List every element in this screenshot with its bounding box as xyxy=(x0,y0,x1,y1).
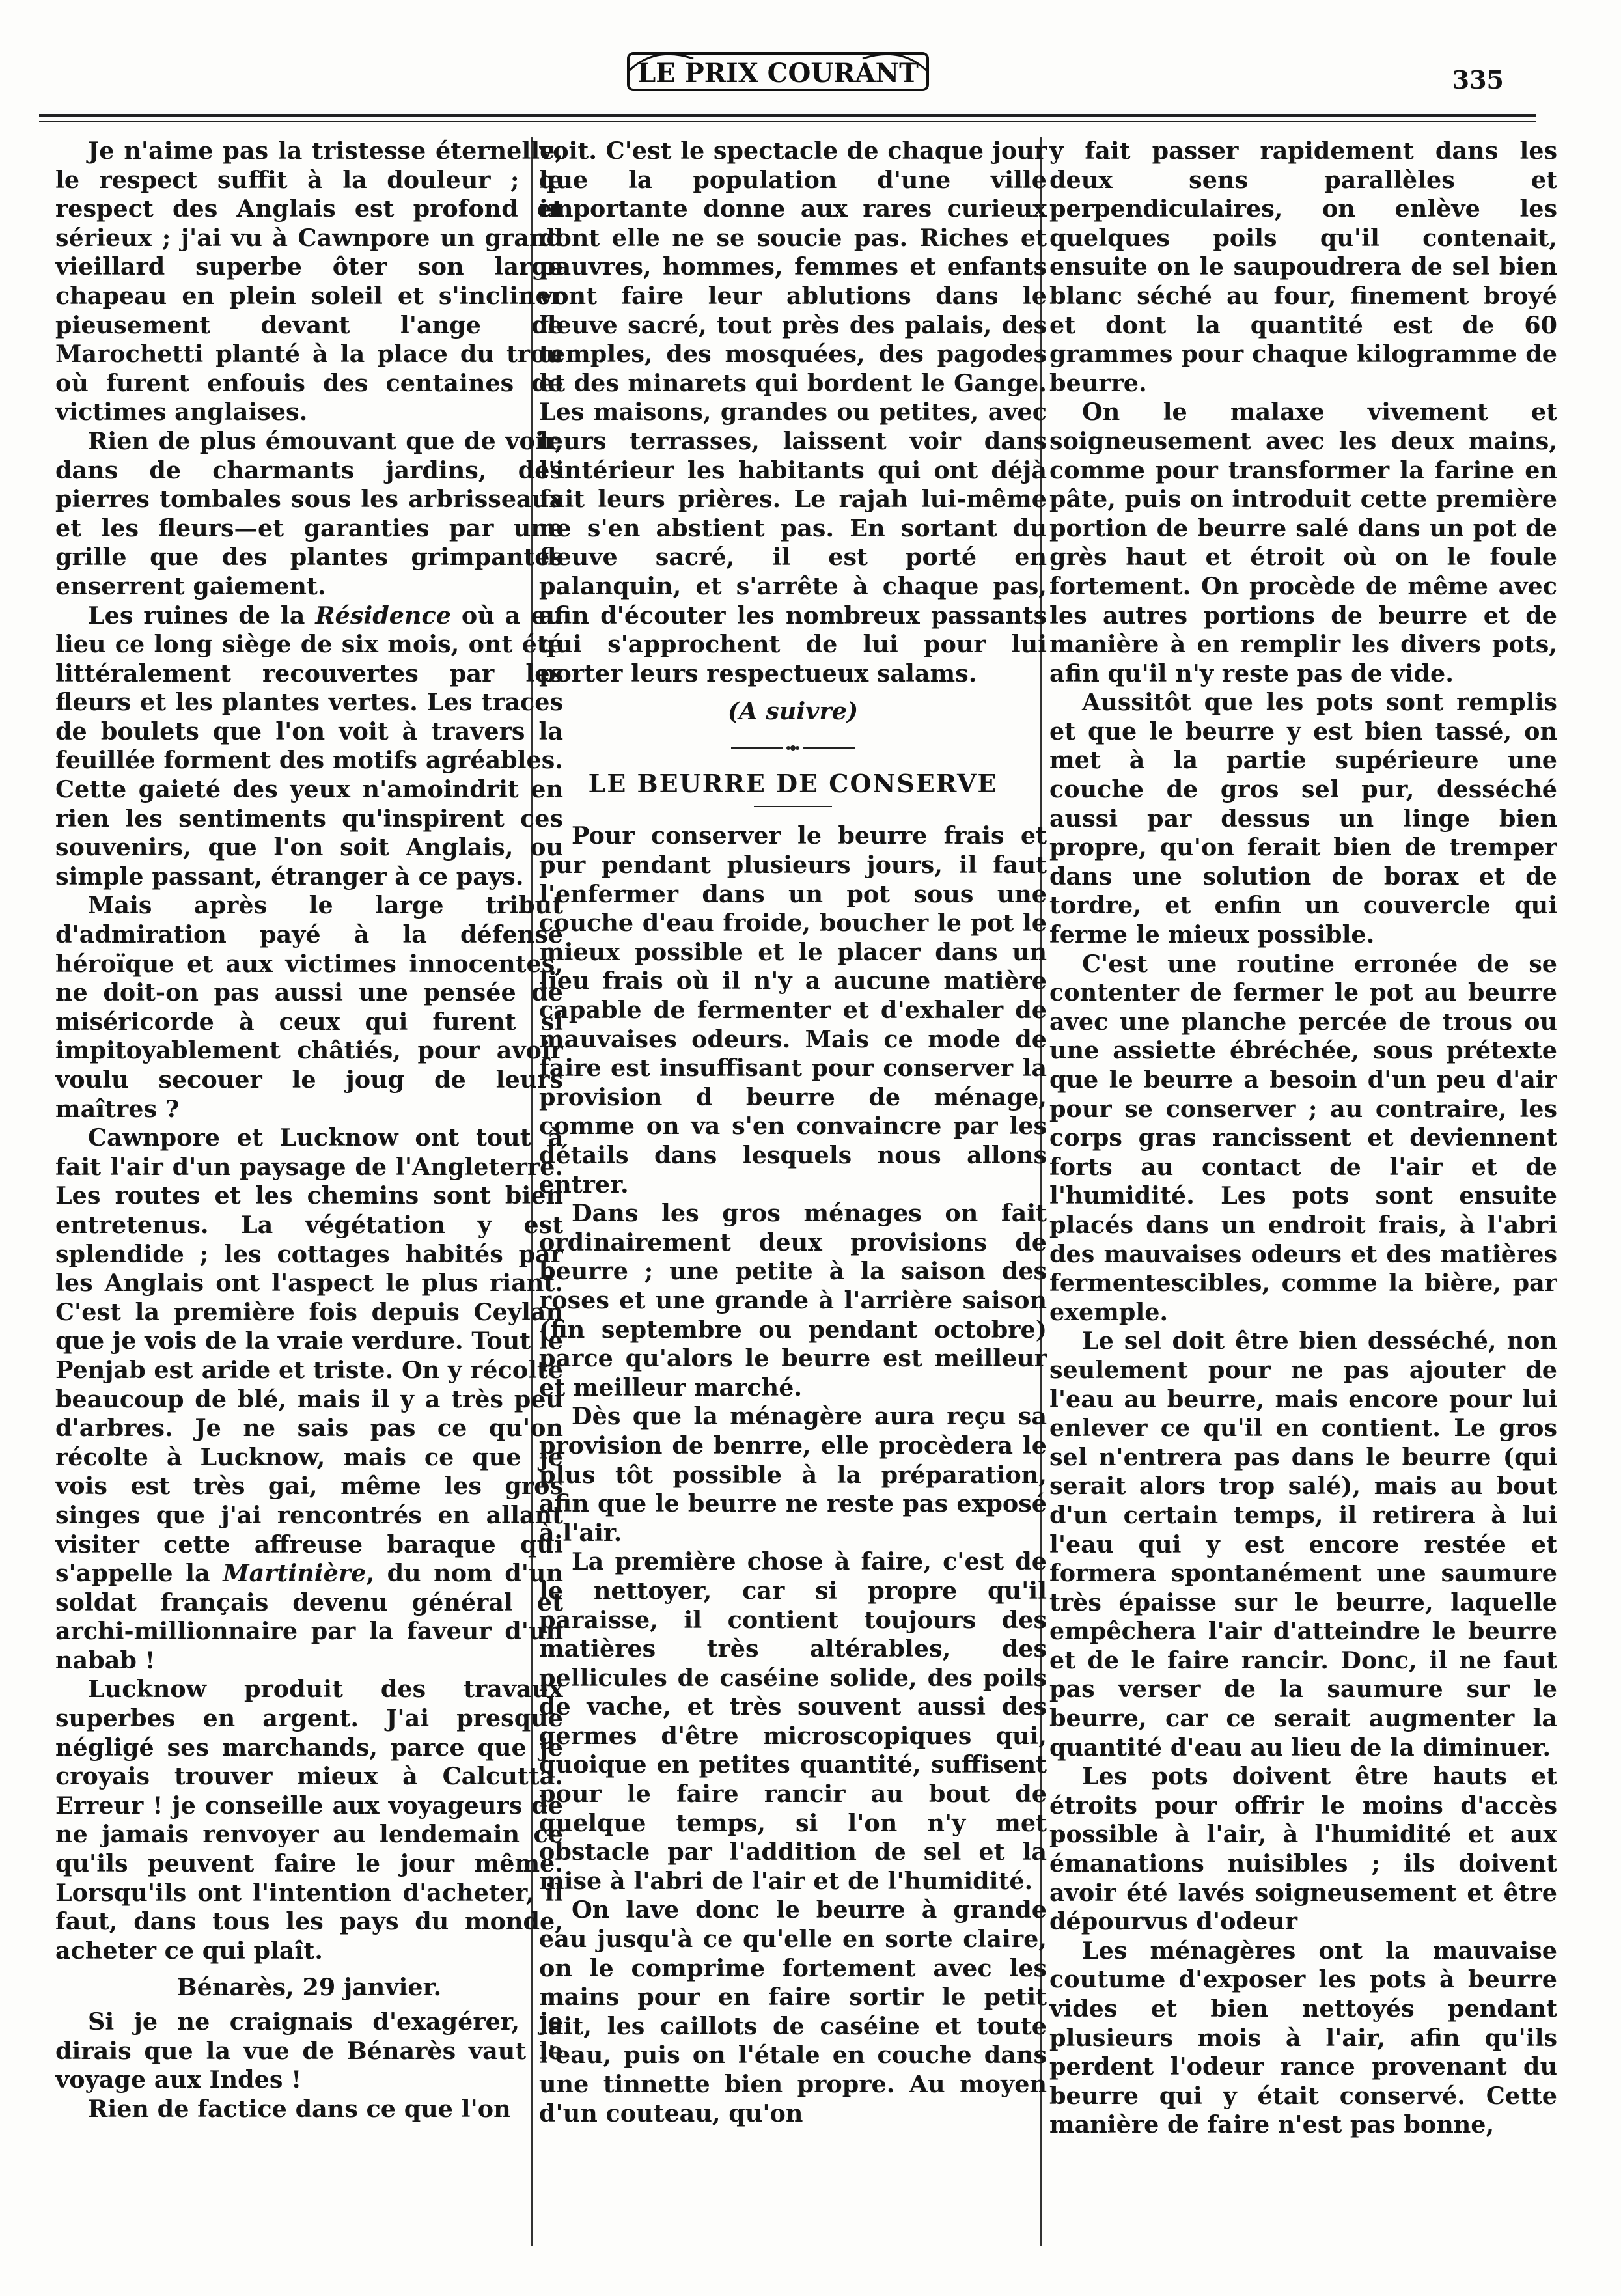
paragraph: On lave donc le beurre à grande eau jusqu'à ce qu'elle en sorte claire, on le comprime fortement avec les mains pour en faire sortir le petit lait, les caillots de caséine et toute l'eau, puis on l'étale en couche dans une tinnette bien propre. Au moyen d'un couteau, qu'on xyxy=(539,1896,1047,2127)
article-column-1 xyxy=(55,137,563,2246)
paragraph: C'est une routine erronée de se contenter de fermer le pot au beurre avec une planche percée de trous ou une assiette ébréchée, sous prétexte que le beurre a besoin d'un peu d'air pour se conserver ; au contraire, les corps gras rancissent et deviennent forts au contact de l'air et de l'humidité. Les pots sont ensuite placés dans un endroit frais, à l'abri des mauvaises odeurs et des matières fermentescibles, comme la bière, par exemple. xyxy=(1049,949,1557,1326)
dateline: Bénarès, 29 janvier. xyxy=(176,1973,442,2002)
header-rule-thin xyxy=(39,121,1536,122)
masthead-logo-graphic xyxy=(615,39,941,104)
paragraph xyxy=(55,1124,563,1675)
paragraph: Les pots doivent être hauts et étroits pour offrir le moins d'accès possible à l'air, à l'humidité et aux émanations nuisibles ; ils doivent avoir été lavés soigneusement et être dépourvus d'odeur xyxy=(1049,1762,1557,1936)
to-be-continued: (A suivre) xyxy=(727,697,859,726)
article-column-3 xyxy=(1049,137,1557,2246)
header-rule xyxy=(39,114,1536,117)
paragraph: Rien de plus émouvant que de voir, dans de charmants jardins, des pierres tombales sous les arbrisseaux et les fleurs—et garanties par une grille que des plantes grimpantes enserrent gaiement. xyxy=(55,426,563,600)
page-number: 335 xyxy=(1452,65,1504,94)
paragraph: Le sel doit être bien desséché, non seulement pour ne pas ajouter de l'eau au beurre, mais encore pour lui enlever ce qu'il en contient. Le gros sel n'entrera pas dans le beurre (qui serait alors trop salé), mais au bout d'un certain temps, il retirera à lui l'eau qui y est encore restée et formera spontanément une saumure très épaisse sur le beurre, laquelle empêchera l'air d'atteindre le beurre et de le faire rancir. Donc, il ne faut pas verser de la saumure sur le beurre, car ce serait augmenter la quantité d'eau au lieu de la diminuer. xyxy=(1049,1327,1557,1762)
paragraph: Pour conserver le beurre frais et pur pendant plusieurs jours, il faut l'enfermer dans un pot sous une couche d'eau froide, boucher le pot le mieux possible et le placer dans un lieu frais où il n'y a aucune matière capable de fermenter et d'exhaler de mauvaises odeurs. Mais ce mode de faire est insuffisant pour conserver la provision d beurre de ménage, comme on va s'en convaincre par les détails dans lesquels nous allons entrer. xyxy=(539,822,1047,1198)
masthead-logo xyxy=(615,39,941,104)
paragraph: Si je ne craignais d'exagérer, je dirais que la vue de Bénarès vaut le voyage aux Indes ! xyxy=(55,2008,563,2094)
paragraph: Lucknow produit des travaux superbes en argent. J'ai presque négligé ses marchands, parce que je croyais trouver mieux à Calcutta. Erreur ! je conseille aux voyageurs de ne jamais renvoyer au lendemain ce qu'ils peuvent faire le jour même. Lorsqu'ils ont l'intention d'acheter, il faut, dans tous les pays du monde, acheter ce qui plaît. xyxy=(55,1675,563,1965)
paragraph: On le malaxe vivement et soigneusement avec les deux mains, comme pour transformer la farine en pâte, puis on introduit cette première portion de beurre salé dans un pot de grès haut et étroit où on le foule fortement. On procède de même avec les autres portions de beurre et de manière à en remplir les divers pots, afin qu'il n'y reste pas de vide. xyxy=(1049,398,1557,687)
title-underline xyxy=(754,806,832,807)
paragraph xyxy=(55,602,563,892)
text-run: Cawnpore et Lucknow ont tout à fait l'air d'un paysage de l'Angleterre. Les routes et les chemins sont bien entretenus. La végétation y est splendide ; les cottages habités par les Anglais ont l'aspect le plus riant. C'est la première fois depuis Ceylan que je vois de la vraie verdure. Tout le Penjab est aride et triste. On y récolte beaucoup de blé, mais il y a très peu d'arbres. Je ne sais pas ce qu'on récolte à Lucknow, mais ce que je vois est très gai, même les gros singes que j'ai rencontrés en allant visiter cette affreuse baraque qui s'appelle la xyxy=(55,1124,563,1588)
emphasis: Martinière xyxy=(223,1559,367,1588)
paragraph: Les ménagères ont la mauvaise coutume d'exposer les pots à beurre vides et bien nettoyés pendant plusieurs mois à l'air, afin qu'ils perdent l'odeur rance provenant du beurre qui y était conservé. Cette manière de faire n'est pas bonne, xyxy=(1049,1936,1557,2139)
text-run: , du nom d'un soldat français devenu général et archi-millionnaire par la faveur d'un nabab ! xyxy=(55,1559,563,1674)
svg-text:LE PRIX COURANT: LE PRIX COURANT xyxy=(637,58,919,89)
paragraph: voit. C'est le spectacle de chaque jour que la population d'une ville importante donne aux rares curieux dont elle ne se soucie pas. Riches et pauvres, hommes, femmes et enfants vont faire leur ablutions dans le fleuve sacré, tout près des palais, des temples, des mosquées, des pagodes et des minarets qui bordent le Gange. Les maisons, grandes ou petites, avec leurs terrasses, laissent voir dans l'intérieur les habitants qui ont déjà fait leurs prières. Le rajah lui-même ne s'en abstient pas. En sortant du fleuve sacré, il est porté en palanquin, et s'arrête à chaque pas, afin d'écouter les nombreux passants qui s'approchent de lui pour lui porter leurs respectueux salams. xyxy=(539,137,1047,687)
paragraph: y fait passer rapidement dans les deux sens parallèles et perpendiculaires, on enlève les quelques poils qu'il contenait, ensuite on le saupoudrera de sel bien blanc séché au four, finement broyé et dont la quantité est de 60 grammes pour chaque kilogramme de beurre. xyxy=(1049,137,1557,397)
section-title: LE BEURRE DE CONSERVE xyxy=(588,768,998,798)
text-run: où a eu lieu ce long siège de six mois, ont été littéralement recouvertes par les fleurs et les plantes vertes. Les traces de boulets que l'on voit à travers la feuillée forment des motifs agréables. Cette gaieté des yeux n'amoindrit en rien les sentiments qu'inspirent ces souvenirs, que l'on soit Anglais, ou simple passant, étranger à ce pays. xyxy=(55,601,563,891)
paragraph: La première chose à faire, c'est de le nettoyer, car si propre qu'il paraisse, il contient toujours des matières très altérables, des pellicules de caséine solide, des poils de vache, et très souvent aussi des germes d'être microscopiques qui, quoique en petites quantité, suffisent pour le faire rancir au bout de quelque temps, si l'on n'y met obstacle par l'addition de sel et la mise à l'abri de l'air et de l'humidité. xyxy=(539,1547,1047,1895)
article-column-2 xyxy=(539,137,1047,2246)
emphasis: Résidence xyxy=(315,601,451,629)
paragraph: Aussitôt que les pots sont remplis et que le beurre y est bien tassé, on met à la partie supérieure une couche de gros sel pur, desséché aussi par dessus un linge bien propre, qu'on ferait bien de tremper dans une solution de borax et de tordre, et enfin un couvercle qui ferme le mieux possible. xyxy=(1049,688,1557,949)
paragraph: Dès que la ménagère aura reçu sa provision de benrre, elle procèdera le plus tôt possible à la préparation, afin que le beurre ne reste pas exposé à l'air. xyxy=(539,1402,1047,1547)
paragraph: Mais après le large tribut d'admiration payé à la défense héroïque et aux victimes innocentes, ne doit-on pas aussi une pensée de miséricorde à ceux qui furent si impitoyablement châtiés, pour avoir voulu secouer le joug de leurs maîtres ? xyxy=(55,891,563,1123)
paragraph: Rien de factice dans ce que l'on xyxy=(88,2094,511,2123)
paragraph: Je n'aime pas la tristesse éternelle, le respect suffit à la douleur ; le respect des Anglais est profond et sérieux ; j'ai vu à Cawnpore un grand vieillard superbe ôter son large chapeau en plein soleil et s'incliner pieusement devant l'ange de Marochetti planté à la place du trou où furent enfouis des centaines de victimes anglaises. xyxy=(55,137,563,426)
text-run: Les ruines de la xyxy=(88,601,316,629)
paragraph: Dans les gros ménages on fait ordinairement deux provisions de beurre ; une petite à la saison des roses et une grande à l'arrière saison (fin septembre ou pendant octobre) parce qu'alors le beurre est meilleur et meilleur marché. xyxy=(539,1199,1047,1402)
section-ornament xyxy=(731,743,855,753)
